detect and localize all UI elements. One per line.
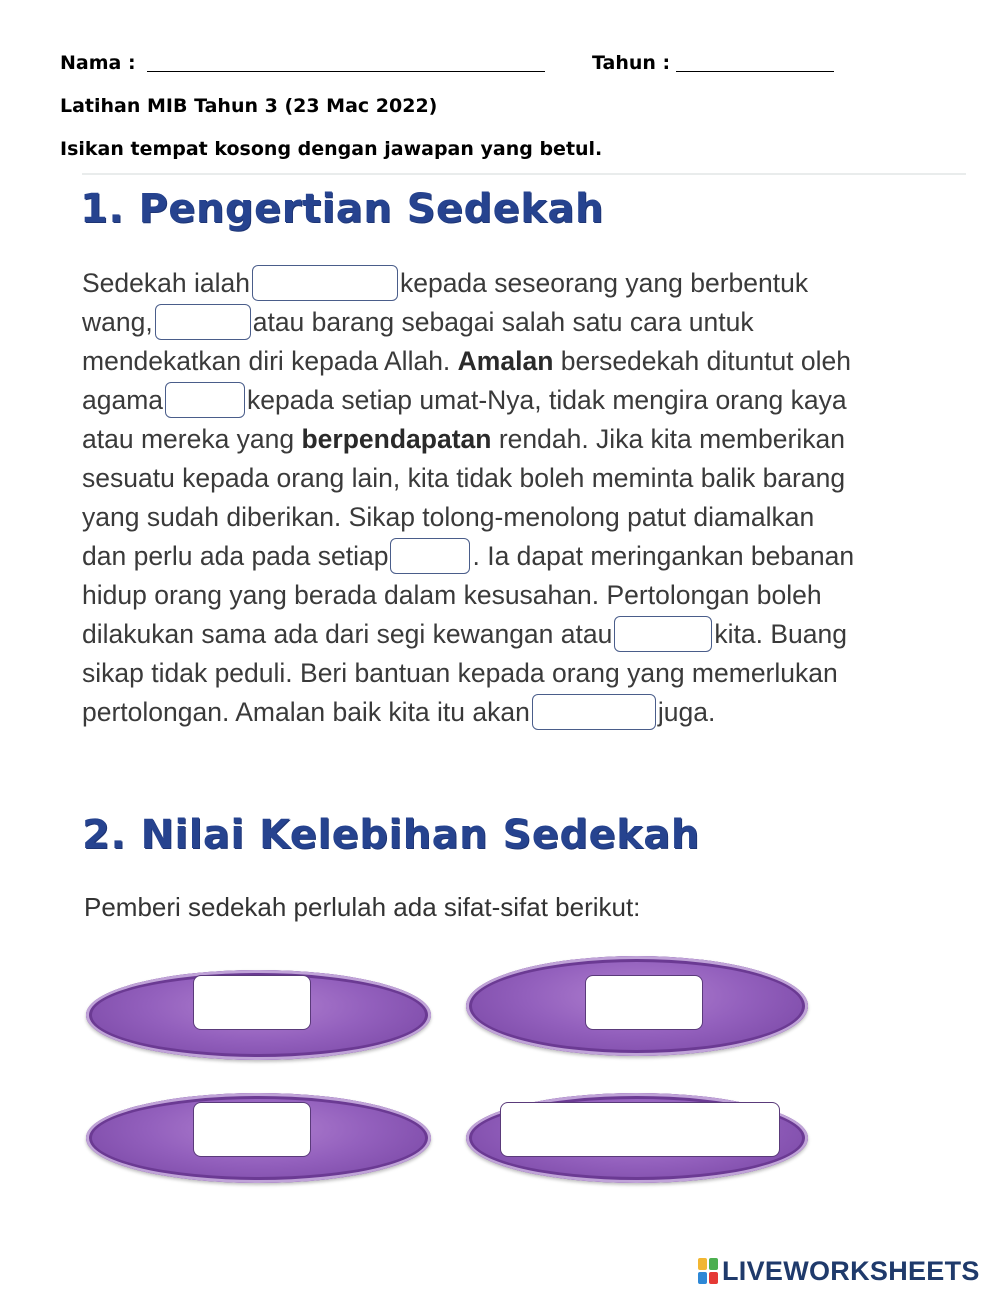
text: kepada seseorang yang berbentuk bbox=[399, 268, 809, 298]
trait-answer-box-1[interactable] bbox=[193, 975, 311, 1030]
text: atau barang sebagai salah satu cara untuk bbox=[252, 307, 754, 337]
logo-mark-icon bbox=[698, 1258, 718, 1284]
text: juga. bbox=[657, 697, 716, 727]
section2-prompt: Pemberi sedekah perlulah ada sifat-sifat berikut: bbox=[84, 892, 641, 922]
text: bersedekah dituntut oleh bbox=[553, 346, 852, 376]
text: sesuatu kepada orang lain, kita tidak boleh meminta balik barang bbox=[82, 463, 846, 493]
logo-square bbox=[698, 1258, 707, 1270]
text: kita. Buang bbox=[714, 619, 847, 649]
text: mendekatkan diri kepada Allah. bbox=[82, 346, 458, 376]
section1-paragraph bbox=[82, 264, 854, 732]
trait-answer-box-2[interactable] bbox=[585, 975, 703, 1030]
blank-3[interactable] bbox=[165, 382, 245, 418]
text: rendah. Jika kita memberikan bbox=[491, 424, 845, 454]
logo-square bbox=[698, 1272, 707, 1284]
text: dilakukan sama ada dari segi kewangan atau bbox=[82, 619, 613, 649]
scan-divider bbox=[82, 173, 966, 175]
bold-word: Amalan bbox=[457, 346, 554, 376]
name-label: Nama : bbox=[60, 52, 136, 74]
text: atau mereka yang bbox=[82, 424, 302, 454]
text: pertolongan. Amalan baik kita itu akan bbox=[82, 697, 530, 727]
text: kepada setiap umat-Nya, tidak mengira orang kaya bbox=[247, 385, 847, 415]
worksheet-subtitle: Latihan MIB Tahun 3 (23 Mac 2022) bbox=[60, 95, 438, 117]
blank-6[interactable] bbox=[532, 694, 656, 730]
trait-answer-box-3[interactable] bbox=[193, 1102, 311, 1157]
name-field-line[interactable] bbox=[147, 71, 545, 72]
logo-square bbox=[709, 1258, 718, 1270]
text: yang sudah diberikan. Sikap tolong-menolong patut diamalkan bbox=[82, 502, 815, 532]
text: agama bbox=[82, 385, 164, 415]
bold-word: berpendapatan bbox=[301, 424, 492, 454]
section1-title: 1. Pengertian Sedekah bbox=[80, 186, 604, 232]
trait-answer-box-4[interactable] bbox=[500, 1102, 780, 1157]
blank-4[interactable] bbox=[390, 538, 470, 574]
blank-5[interactable] bbox=[614, 616, 712, 652]
text: hidup orang yang berada dalam kesusahan. Pertolongan boleh bbox=[82, 580, 822, 610]
text: sikap tidak peduli. Beri bantuan kepada orang yang memerlukan bbox=[82, 658, 838, 688]
year-label: Tahun : bbox=[592, 52, 671, 74]
liveworksheets-logo bbox=[698, 1256, 980, 1286]
blank-2[interactable] bbox=[155, 304, 251, 340]
logo-square bbox=[709, 1272, 718, 1284]
text: Sedekah ialah bbox=[82, 268, 250, 298]
section2-title: 2. Nilai Kelebihan Sedekah bbox=[82, 812, 700, 858]
logo-text: LIVEWORKSHEETS bbox=[722, 1255, 980, 1286]
text: dan perlu ada pada setiap bbox=[82, 541, 389, 571]
text: wang, bbox=[82, 307, 153, 337]
text: . Ia dapat meringankan bebanan bbox=[472, 541, 855, 571]
worksheet-instruction: Isikan tempat kosong dengan jawapan yang betul. bbox=[60, 138, 603, 160]
blank-1[interactable] bbox=[252, 265, 398, 301]
year-field-line[interactable] bbox=[676, 71, 834, 72]
